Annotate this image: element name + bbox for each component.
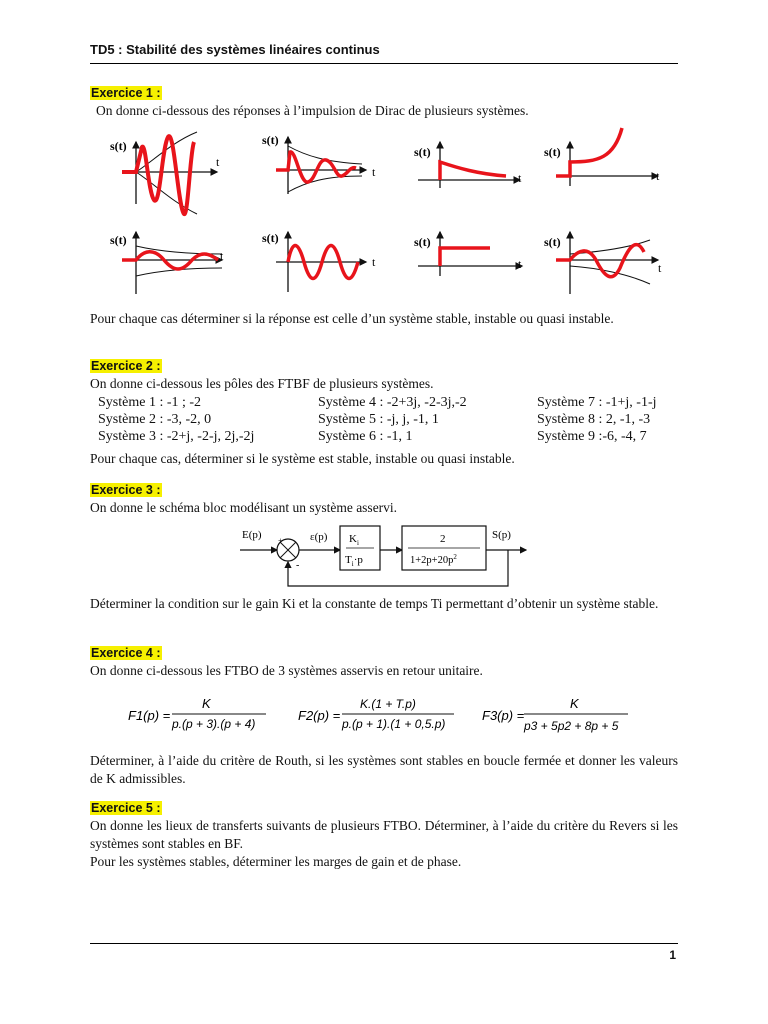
plot-3-t-label: t (518, 171, 522, 185)
plot-8-t-label: t (658, 261, 662, 275)
block-diagram (236, 520, 530, 594)
exercise-3-intro: On donne le schéma bloc modélisant un système asservi. (90, 500, 398, 515)
system-6: Système 6 : -1, 1 (318, 429, 413, 444)
f3-lhs: F3(p) = (482, 708, 525, 723)
plot-6-t-label: t (372, 255, 376, 269)
system-3: Système 3 : -2+j, -2-j, 2j,-2j (98, 429, 255, 444)
error-label: ε(p) (310, 531, 328, 543)
system-4: Système 4 : -2+3j, -2-3j,-2 (318, 395, 467, 410)
system-8: Système 8 : 2, -1, -3 (537, 412, 651, 427)
f2-lhs: F2(p) = (298, 708, 341, 723)
plant-den: $1+2p+20p^2$ (410, 553, 457, 566)
minus-sign: - (296, 560, 300, 571)
footer-rule (90, 943, 678, 944)
plot-5-s-label: s(t) (110, 233, 127, 247)
page-number: 1 (669, 948, 676, 962)
system-2: Système 2 : -3, -2, 0 (98, 412, 212, 427)
exercise-2-question: Pour chaque cas, déterminer si le système est stable, instable ou quasi instable. (90, 451, 515, 466)
exercise-4-intro: On donne ci-dessous les FTBO de 3 systèmes asservis en retour unitaire. (90, 663, 483, 678)
exercise-1-question: Pour chaque cas déterminer si la réponse est celle d’un système stable, instable ou quasi instable. (90, 311, 614, 326)
plant-num: 2 (440, 533, 446, 545)
plot-3 (414, 142, 522, 188)
f3-num: K (570, 696, 579, 711)
exercise-5-title: Exercice 5 : (91, 801, 161, 815)
exercise-1-title: Exercice 1 : (91, 86, 161, 100)
plot-8 (544, 232, 662, 294)
exercise-3-title: Exercice 3 : (91, 483, 161, 497)
plot-7-s-label: s(t) (414, 235, 431, 249)
plot-4-s-label: s(t) (544, 145, 561, 159)
plot-1-t-label: t (216, 155, 220, 169)
plot-8-s-label: s(t) (544, 235, 561, 249)
plus-sign: + (278, 536, 284, 546)
page-header-title: TD5 : Stabilité des systèmes linéaires continus (90, 42, 380, 57)
header-rule (90, 63, 678, 64)
system-5: Système 5 : -j, j, -1, 1 (318, 412, 439, 427)
plot-6-s-label: s(t) (262, 231, 279, 245)
controller-num: $K_i$ (349, 533, 359, 547)
exercise-5-intro: On donne les lieux de transferts suivants de plusieurs FTBO. Déterminer, à l’aide du critère du Revers si les systèmes sont stables en BF. (90, 818, 678, 851)
f1-num: K (202, 696, 211, 711)
plot-5 (110, 232, 224, 294)
exercise-4-question: Déterminer, à l’aide du critère de Routh, si les systèmes sont stables en boucle fermée et donner les valeurs de K admissibles. (90, 753, 678, 786)
exercise-5-question: Pour les systèmes stables, déterminer les marges de gain et de phase. (90, 854, 462, 869)
plot-4-t-label: t (656, 169, 660, 183)
plot-7-t-label: t (518, 257, 522, 271)
exercise-3-question: Déterminer la condition sur le gain Ki et la constante de temps Ti permettant d’obtenir un système stable. (90, 596, 659, 611)
plot-3-s-label: s(t) (414, 145, 431, 159)
f1-lhs: F1(p) = (128, 708, 171, 723)
f2-den: p.(p + 1).(1 + 0,5.p) (342, 717, 446, 731)
exercise-4-title: Exercice 4 : (91, 646, 161, 660)
plot-6 (262, 231, 376, 292)
f3-den: p3 + 5p2 + 8p + 5 (524, 719, 619, 733)
controller-den: $T_i\cdot p$ (345, 554, 363, 568)
plot-2-s-label: s(t) (262, 133, 279, 147)
system-7: Système 7 : -1+j, -1-j (537, 395, 657, 410)
impulse-response-figures (100, 122, 680, 300)
plot-4 (544, 128, 660, 186)
f1-den: p.(p + 3).(p + 4) (172, 717, 256, 731)
ftbo-formulas (120, 688, 660, 738)
system-9: Système 9 :-6, -4, 7 (537, 429, 647, 444)
system-1: Système 1 : -1 ; -2 (98, 395, 202, 410)
plot-5-t-label: t (220, 249, 224, 263)
output-label: S(p) (492, 529, 511, 541)
exercise-2-intro: On donne ci-dessous les pôles des FTBF de plusieurs systèmes. (90, 376, 434, 391)
plot-1-s-label: s(t) (110, 139, 127, 153)
exercise-2-title: Exercice 2 : (91, 359, 161, 373)
f2-num: K.(1 + T.p) (360, 697, 416, 711)
plot-1 (110, 132, 220, 214)
exercise-1-intro: On donne ci-dessous des réponses à l’impulsion de Dirac de plusieurs systèmes. (96, 103, 529, 118)
plot-7 (414, 232, 522, 276)
plot-2-t-label: t (372, 165, 376, 179)
plot-2 (262, 133, 376, 194)
input-label: E(p) (242, 529, 262, 541)
